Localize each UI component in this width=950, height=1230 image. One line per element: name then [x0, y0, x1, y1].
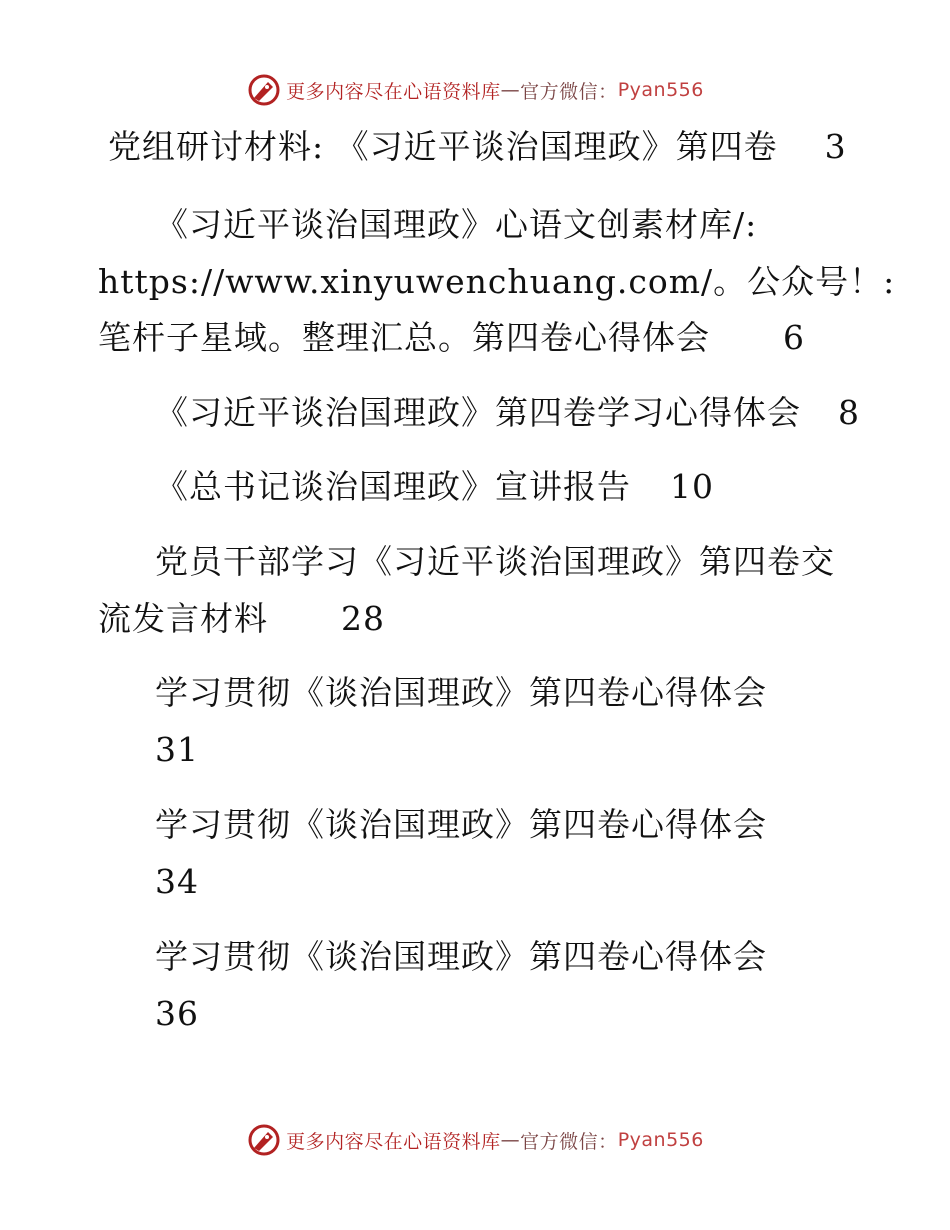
wechat-label: 官方微信：	[520, 80, 618, 103]
toc-entry-2-line-1[interactable]	[155, 205, 758, 244]
toc-entry-title: 党员干部学习《习近平谈治国理政》第四卷交	[155, 542, 835, 581]
toc-entry-page: 36	[155, 994, 199, 1033]
toc-entry-title: 流发言材料	[98, 599, 268, 638]
toc-entry-8-page[interactable]	[155, 994, 199, 1033]
watermark-separator: —	[500, 79, 521, 101]
toc-entry-title: 笔杆子星域。整理汇总。第四卷心得体会	[98, 318, 710, 357]
toc-entry-title: 《习近平谈治国理政》心语文创素材库/:	[155, 205, 758, 244]
wechat-label: 官方微信：	[520, 1130, 618, 1153]
wechat-account: Pyan556	[617, 79, 704, 101]
toc-entry-4[interactable]	[155, 467, 714, 506]
header-watermark	[0, 72, 950, 108]
toc-entry-2-line-2[interactable]	[98, 262, 896, 301]
toc-entry-7-title[interactable]	[155, 805, 767, 844]
watermark-separator: —	[500, 1129, 521, 1151]
toc-entry-title: 党组研讨材料: 《习近平谈治国理政》第四卷	[108, 127, 778, 166]
toc-entry-6-page[interactable]	[155, 730, 199, 769]
toc-entry-5-line-2[interactable]	[98, 599, 385, 638]
toc-entry-page: 8	[838, 393, 860, 432]
toc-entry-page: 10	[670, 467, 714, 506]
toc-entry-6-title[interactable]	[155, 673, 767, 712]
pen-nib-logo-icon	[246, 1122, 282, 1158]
toc-entry-page: 28	[341, 599, 385, 638]
toc-entry-2-line-3[interactable]	[98, 318, 805, 357]
toc-entry-title: 学习贯彻《谈治国理政》第四卷心得体会	[155, 805, 767, 844]
toc-entry-page: 34	[155, 862, 199, 901]
footer-watermark	[0, 1122, 950, 1158]
pen-nib-logo-icon	[246, 72, 282, 108]
toc-entry-title: 学习贯彻《谈治国理政》第四卷心得体会	[155, 673, 767, 712]
wechat-account: Pyan556	[617, 1129, 704, 1151]
watermark-text: 更多内容尽在心语资料库	[286, 1130, 501, 1153]
toc-entry-3[interactable]	[155, 393, 860, 432]
toc-entry-7-page[interactable]	[155, 862, 199, 901]
toc-entry-1[interactable]	[108, 127, 847, 166]
toc-entry-page: 31	[155, 730, 199, 769]
toc-entry-5-line-1[interactable]	[155, 542, 835, 581]
toc-entry-title: 学习贯彻《谈治国理政》第四卷心得体会	[155, 937, 767, 976]
toc-entry-title: 《习近平谈治国理政》第四卷学习心得体会	[155, 393, 801, 432]
toc-entry-page: 3	[824, 127, 847, 166]
toc-entry-title: 《总书记谈治国理政》宣讲报告	[155, 467, 631, 506]
toc-entry-title: https://www.xinyuwenchuang.com/。公众号！:	[98, 262, 896, 301]
toc-entry-8-title[interactable]	[155, 937, 767, 976]
watermark-text: 更多内容尽在心语资料库	[286, 80, 501, 103]
toc-entry-page: 6	[783, 318, 805, 357]
